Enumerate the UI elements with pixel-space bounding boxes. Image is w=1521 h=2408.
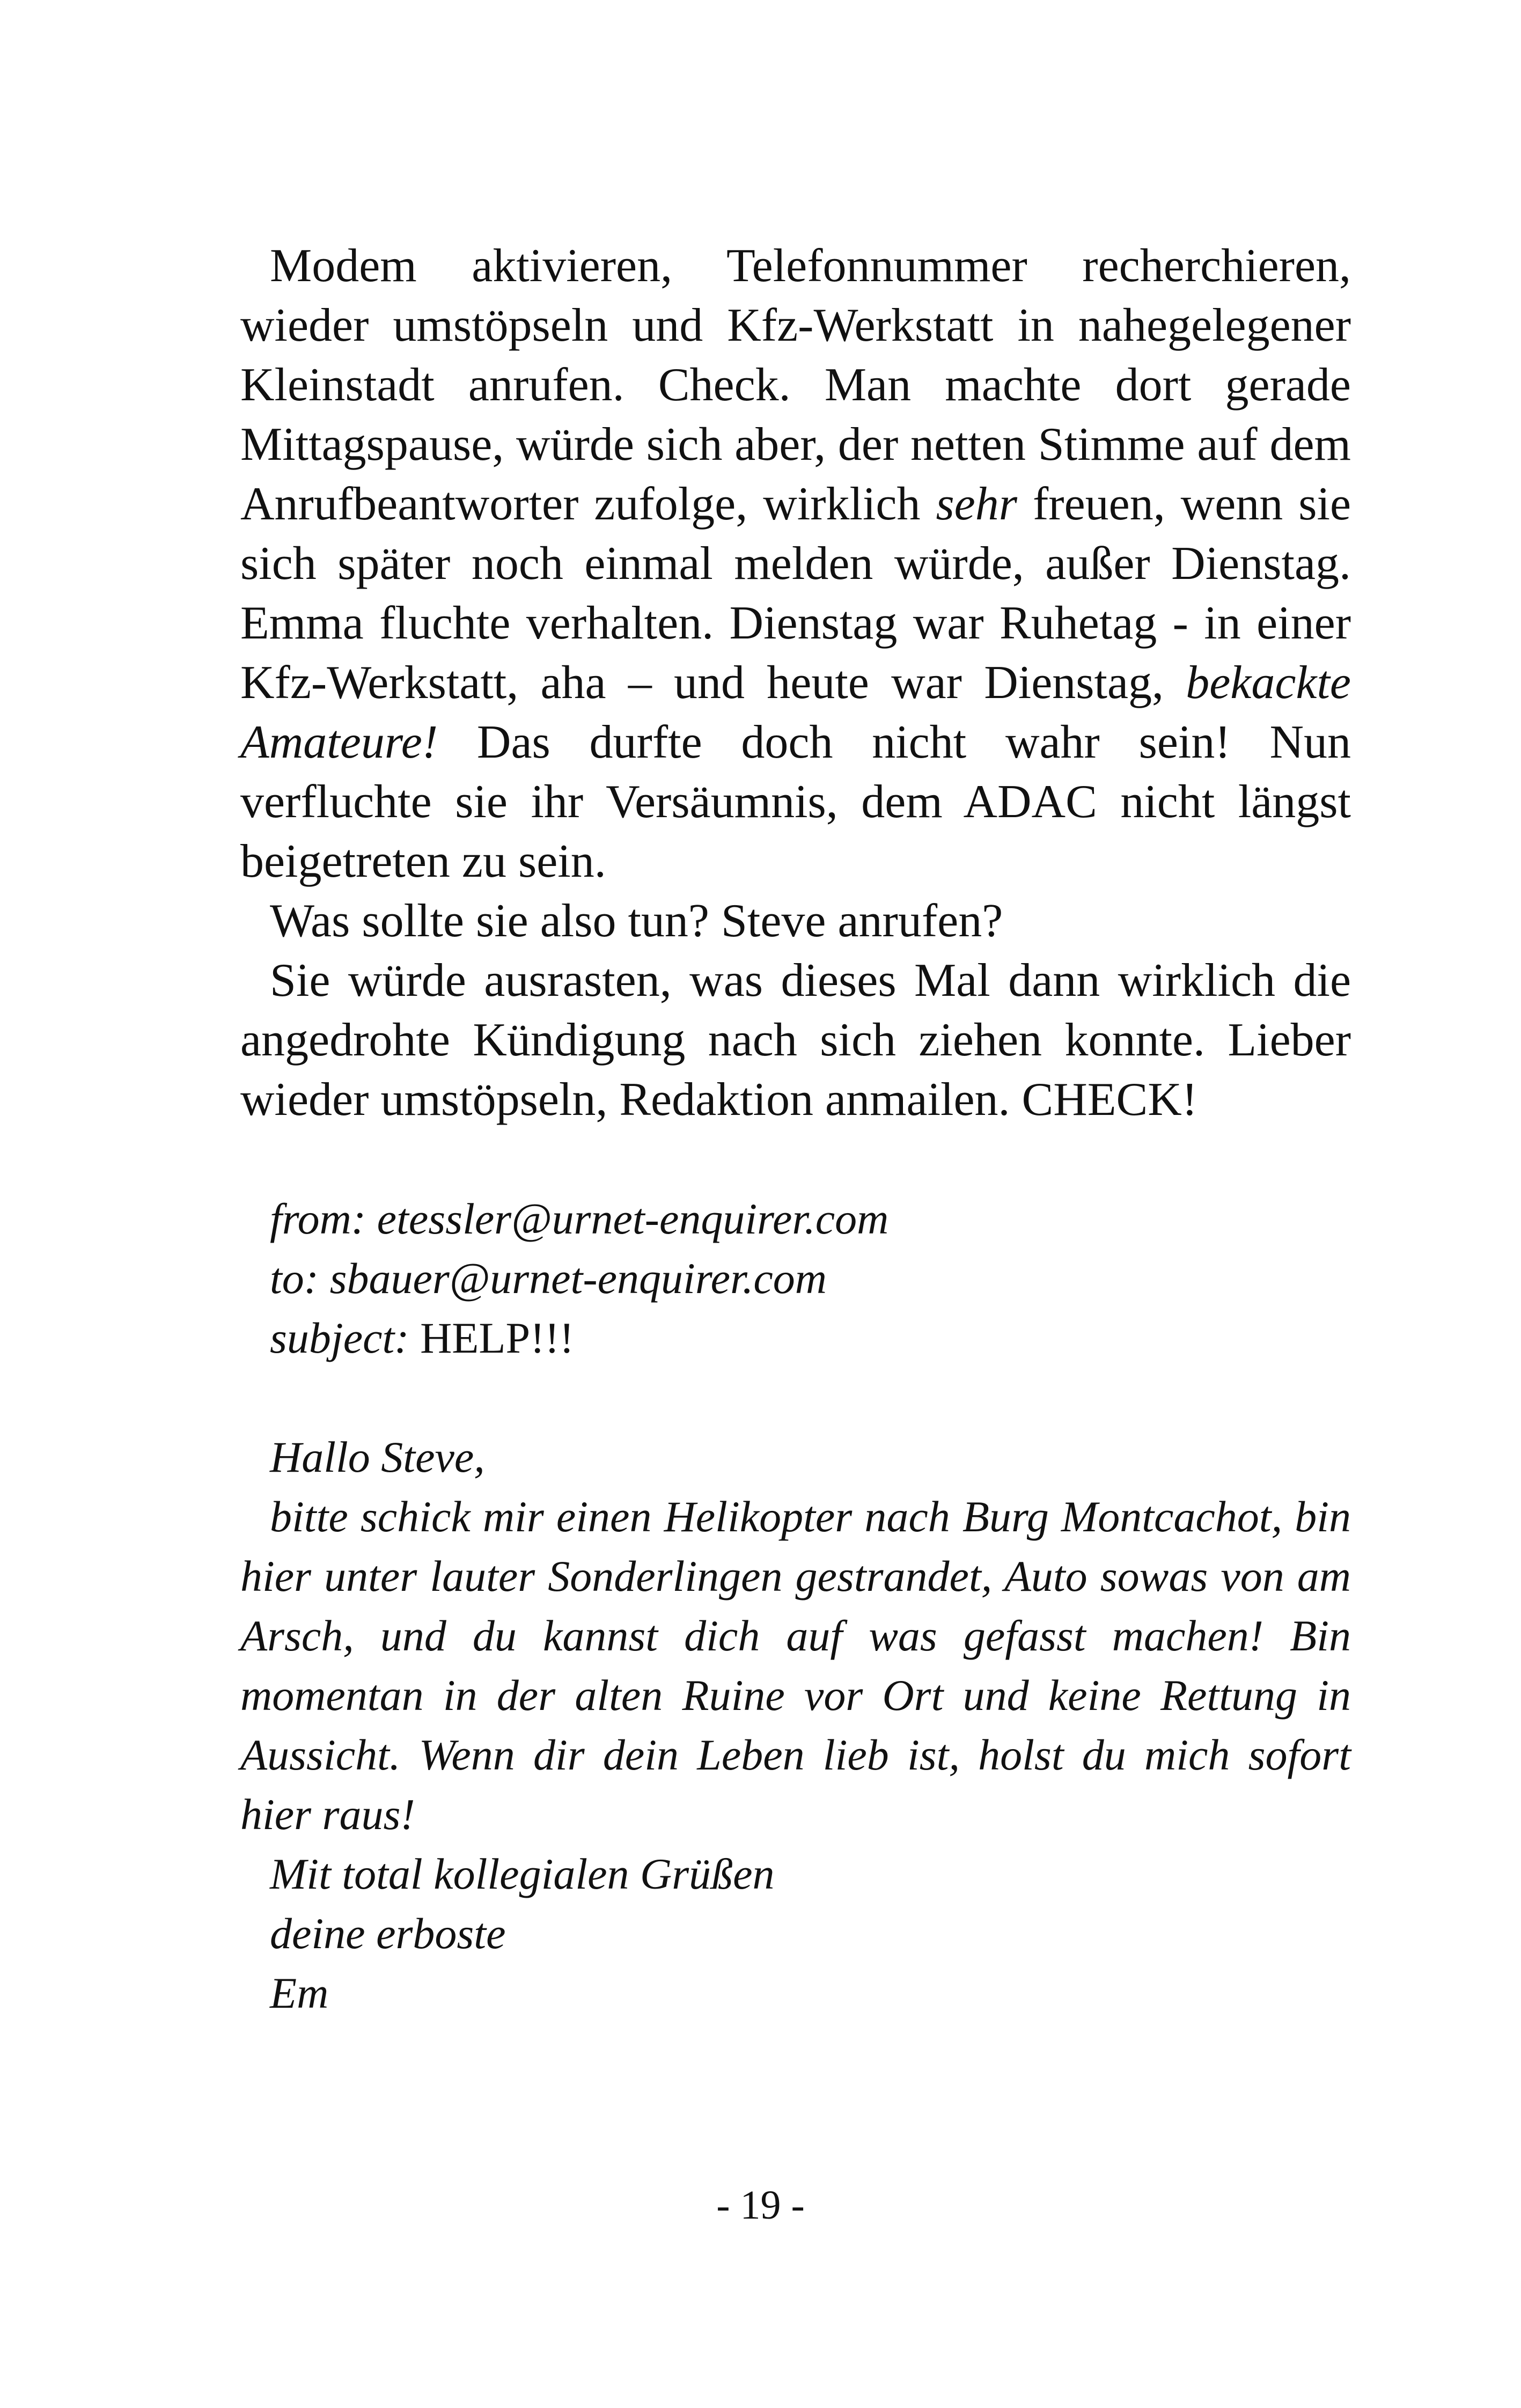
- book-page: [240, 236, 1351, 2023]
- emphasis-bekackte-amateure: bekackte Amateure!: [240, 657, 1351, 768]
- body-paragraph-3: Sie würde ausrasten, was dieses Mal dann wirklich die angedrohte Kündigung nach sich ziehen konnte. Lieber wieder umstöpseln, Redaktion anmailen. CHECK!: [240, 955, 1351, 1126]
- body-paragraph-1: [240, 236, 1351, 891]
- page-number: - 19 -: [716, 2183, 805, 2228]
- email-closing-2: deine erboste: [270, 1909, 506, 1958]
- paragraph-1-text-c: Das durfte doch nicht wahr sein! Nun verfluchte sie ihr Versäumnis, dem ADAC nicht längst beigetreten zu sein.: [240, 716, 1351, 887]
- email-subject-value: HELP!!!: [409, 1313, 574, 1362]
- email-closing-1: Mit total kollegialen Grüßen: [270, 1849, 775, 1898]
- email-signature: Em: [270, 1969, 329, 2017]
- email-body: [240, 1427, 1351, 2023]
- email-from-line: from: etessler@urnet-enquirer.com: [270, 1194, 889, 1243]
- paragraph-1-text-b: freuen, wenn sie sich später noch einmal melden würde, außer Dienstag. Emma fluchte verhalten. Dienstag war Ruhetag - in einer Kfz-Werkstatt, aha – und heute war Dienstag,: [240, 478, 1351, 709]
- email-subject-label: subject:: [270, 1313, 409, 1362]
- paragraph-1-text-a: Modem aktivieren, Telefonnummer recherchieren, wieder umstöpseln und Kfz-Werkstatt in nahegelegener Kleinstadt anrufen. Check. Man machte dort gerade Mittagspause, würde sich aber, der netten Stimme auf dem Anrufbeantworter zufolge, wirklich: [240, 240, 1351, 530]
- emphasis-sehr: sehr: [936, 478, 1017, 530]
- email-to-line: to: sbauer@urnet-enquirer.com: [270, 1254, 827, 1303]
- email-greeting: Hallo Steve,: [270, 1433, 485, 1481]
- body-paragraph-2: Was sollte sie also tun? Steve anrufen?: [270, 895, 1003, 947]
- email-subject-line: [270, 1308, 1351, 1368]
- email-message: bitte schick mir einen Helikopter nach Burg Montcachot, bin hier unter lauter Sonderlingen gestrandet, Auto sowas von am Arsch, und du kannst dich auf was gefasst machen! Bin momentan in der alten Ruine vor Ort und keine Rettung in Aussicht. Wenn dir dein Leben lieb ist, holst du mich sofort hier raus!: [240, 1492, 1351, 1839]
- email-header: [240, 1189, 1351, 1368]
